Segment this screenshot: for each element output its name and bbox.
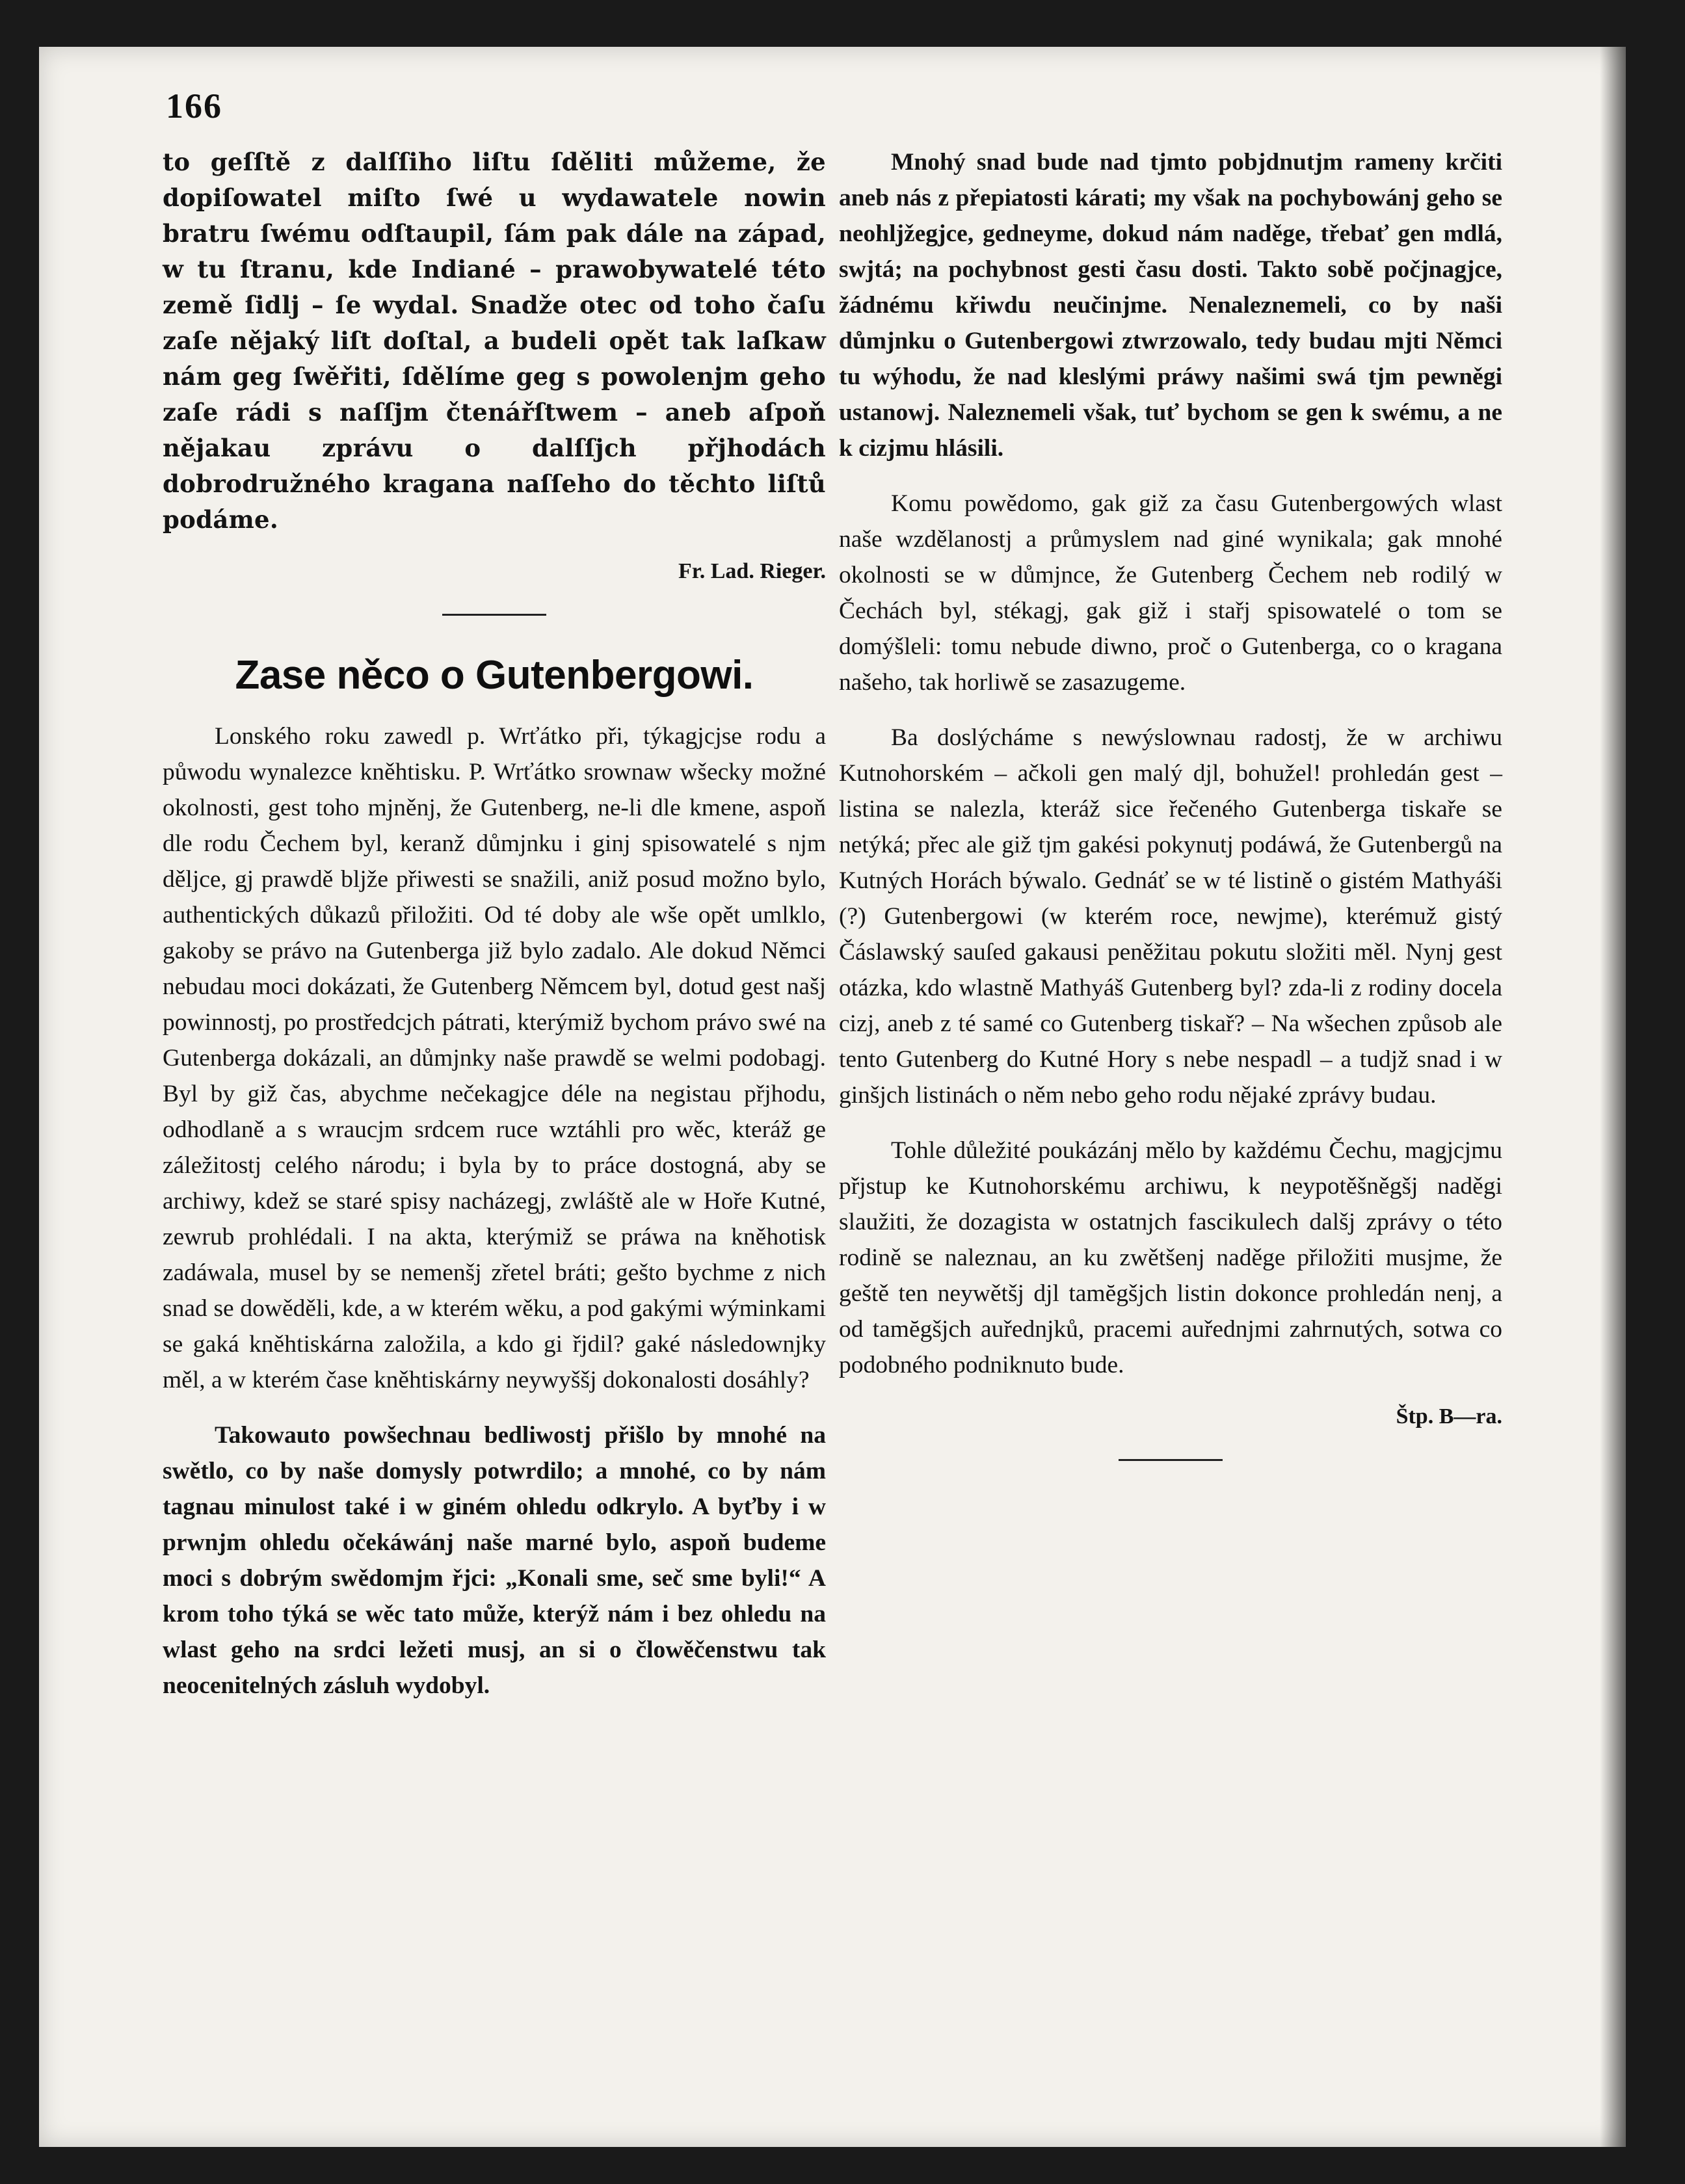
intro-signature: Fr. Lad. Rieger. xyxy=(678,559,826,583)
right-column xyxy=(839,144,1502,1495)
article-title: Zase něco o Gutenbergowi. xyxy=(235,653,754,698)
article-paragraph-4: Komu powědomo, gak giž za času Gutenbergowých wlast naše wzdělanostj a průmyslem nad giné wynikala; gak mnohé okolnosti se w důmjnce, že Gutenberg Čechem neb rodilý w Čechách byl, stékagj, gak giž i stařj spisowatelé o tom se domýšleli: tomu nebude diwno, proč o Gutenberga, co o kragana našeho, tak horliwě se zasazugeme. xyxy=(839,490,1502,696)
article-signature: Štp. B—ra. xyxy=(1396,1404,1502,1428)
newspaper-page xyxy=(39,47,1626,2147)
end-divider xyxy=(1119,1459,1223,1461)
left-column xyxy=(163,144,826,1723)
article-paragraph-5: Ba doslýcháme s newýslownau radostj, že w archiwu Kutnohorském – ačkoli gen malý djl, bohužel! prohledán gest – listina se nalezla, kteráž sice řečeného Gutenberga tiskaře se netýká; přec ale giž tjm gakési pokynutj podáwá, že Gutenbergů na Kutných Horách býwalo. Gednáť se w té listině o gistém Mathyáši (?) Gutenbergowi (w kterém roce, newjme), kterémuž gistý Čáslawský sauſed gakausi peněžitau pokutu složiti měl. Nynj gest otázka, kdo wlastně Mathyáš Gutenberg byl? zda-li z rodiny docela cizj, aneb z té samé co Gutenberg tiskař? – Na wšechen způsob ale tento Gutenberg do Kutné Hory s nebe nespadl – a tudjž snad i w ginšjch listinách o něm nebo geho rodu nějaké zprávy budau. xyxy=(839,724,1502,1109)
page-edge-shadow xyxy=(1600,47,1626,2147)
article-paragraph-1: Lonského roku zawedl p. Wrťátko při, týkagjcjse rodu a půwodu wynalezce kněhtisku. P. Wrťátko srownaw wšecky možné okolnosti, gest toho mjněnj, že Gutenberg, ne-li dle kmene, aspoň dle rodu Čechem byl, keranž důmjnku i ginj spisowatelé s njm děljce, gj prawdě bljže přiwesti se snažili, aniž posud možno bylo, authentických důkazů přiložiti. Od té doby ale wše opět umlklo, gakoby se právo na Gutenberga již bylo zadalo. Ale dokud Němci nebudau moci dokázati, že Gutenberg Němcem byl, dotud gest našj powinnostj, po prostředcjch pátrati, kterýmiž bychom právo swé na Gutenberga dokázali, an důmjnky naše prawdě se welmi podobagj. Byl by giž čas, abychme nečekagjce déle na negistau přjhodu, odhodlaně a s wraucjm srdcem ruce wztáhli pro wěc, kteráž ge záležitostj celého národu; i byla by to práce dostogná, aby se archiwy, kdež se staré spisy nacházegj, zwláště ale w Hoře Kutné, zewrub prohlédali. I na akta, kterýmiž se práwa na kněhotisk zadáwala, musel by se nemenšj zřetel bráti; gešto bychme z nich snad se dowěděli, kde, a w kterém wěku, a pod gakými wýminkami se gaká kněhtiskárna založila, a kdo gi řjdil? gaké následownjky měl, a w kterém čase kněhtiskárny neywyššj dokonalosti dosáhly? xyxy=(163,723,826,1393)
section-divider xyxy=(442,614,546,616)
article-paragraph-2: Takowauto powšechnau bedliwostj přišlo by mnohé na swětlo, co by naše domysly potwrdilo; a mnohé, co by nám tagnau minulost také i w giném ohledu odkrylo. A byťby i w prwnjm ohledu očekáwánj naše marné bylo, aspoň budeme moci s dobrým swědomjm řjci: „Konali sme, seč sme byli!“ A krom toho týká se wěc tato může, kterýž nám i bez ohledu na wlast geho na srdci ležeti musj, an si o člowěčenstwu tak neocenitelných zásluh wydobyl. xyxy=(163,1422,826,1699)
article-paragraph-6: Tohle důležité poukázánj mělo by každému Čechu, magjcjmu přjstup ke Kutnohorskému archiwu, k neypotěšněgšj naděgi slaužiti, že dozagista w ostatnjch fascikulech dalšj zprávy o této rodině se naleznau, an ku zwětšenj naděge přiložiti musjme, že geště ten neywětšj djl tamĕgšjch listin dokonce prohledán nenj, a od tamĕgšjch auřednjků, pracemi auřednjmi zahrnutých, sotwa co podobného podniknuto bude. xyxy=(839,1137,1502,1378)
intro-paragraph: to geſſtě z dalſſiho liſtu ſděliti můžeme, že dopiſowatel miſto ſwé u wydawatele nowin bratru ſwému odſtaupil, ſám pak dále na západ, w tu ſtranu, kde Indiané – prawobywatelé této země ſidlj – ſe wydal. Snadže otec od toho čaſu zaſe nějaký liſt doſtal, a budeli opět tak laſkaw nám geg ſwěřiti, ſdělíme geg s powolenjm geho zaſe rádi s naſſjm čtenářſtwem – aneb aſpoň nějakau zprávu o dalſſjch přjhodách dobrodružného kragana naſſeho do těchto liſtů podáme. xyxy=(163,148,826,534)
article-paragraph-3: Mnohý snad bude nad tjmto pobjdnutjm rameny krčiti aneb nás z přepiatosti kárati; my však na pochybowánj geho se neohljžegjce, gedneyme, dokud nám naděge, třebať gen mdlá, swjtá; na pochybnost gesti času dosti. Takto sobě počjnagjce, žádnému křiwdu neučinjme. Nenaleznemeli, co by naši důmjnku o Gutenbergowi ztwrzowalo, tedy budau mjti Němci tu wýhodu, že nad kleslými práwy našimi swá tjm pewněgi ustanowj. Naleznemeli však, tuť bychom se gen k swému, a ne k cizjmu hlásili. xyxy=(839,149,1502,462)
page-number: 166 xyxy=(166,86,222,125)
